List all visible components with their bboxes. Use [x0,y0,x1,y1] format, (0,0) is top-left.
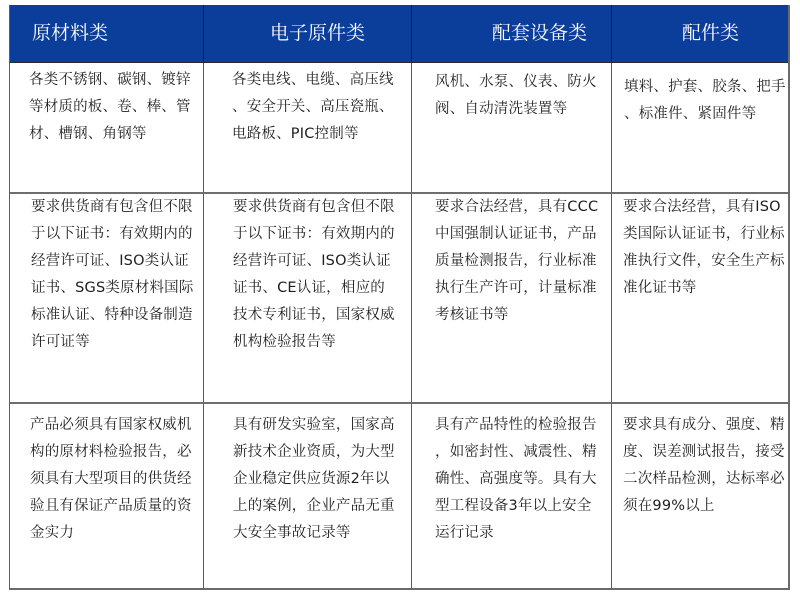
cell-raw-materials-certification: 要求供货商有包含但不限 于以下证书：有效期内的 经营许可证、ISO类认证 证书、SGS类原材料国际 标准认证、特种设备制造 许可证等 [31,199,194,350]
header-divider [611,5,612,63]
cell-accessories-quality: 要求具有成分、强度、精 度、误差测试报告，接受 二次样品检测，达标率必 须在99%以上 [623,417,785,514]
header-accessories: 配件类 [682,22,740,44]
header-divider [203,5,204,63]
cell-electronic-certification: 要求供货商有包含但不限 于以下证书：有效期内的 经营许可证、ISO类认证 证书、CE认证，相应的 技术专利证书，国家权威 机构检验报告等 [233,199,395,350]
table-header [10,5,788,63]
header-electronic-components: 电子原件类 [270,22,366,44]
cell-accessories-scope: 填料、护套、胶条、把手 、标准件、紧固件等 [624,79,786,122]
cell-accessories-certification: 要求合法经营，具有ISO 类国际认证证书，行业标 准执行文件，安全生产标 准化证书等 [623,199,785,296]
header-supporting-equipment: 配套设备类 [492,22,588,44]
cell-equipment-scope: 风机、水泵、仪表、防火 阀、自动清洗装置等 [435,74,597,117]
header-divider [411,5,412,63]
cell-raw-materials-scope: 各类不锈钢、碳钢、镀锌 等材质的板、卷、棒、管 材、槽钢、角钢等 [29,72,191,142]
supplier-requirements-table [9,5,790,590]
table-row-certification-requirements [10,194,788,402]
table-row-product-scope [10,63,788,193]
cell-equipment-quality: 具有产品特性的检验报告 ，如密封性、减震性、精 确性、高强度等。具有大 型工程设备3年以上安全 运行记录 [435,417,597,541]
table-row-quality-requirements [10,404,788,588]
cell-electronic-scope: 各类电线、电缆、高压线 、安全开关、高压瓷瓶、 电路板、PIC控制等 [232,72,394,142]
header-raw-materials: 原材料类 [32,22,109,44]
cell-electronic-quality: 具有研发实验室，国家高 新技术企业资质，为大型 企业稳定供应货源2年以 上的案例，企业产品无重 大安全事故记录等 [233,417,395,541]
cell-equipment-certification: 要求合法经营，具有CCC 中国强制认证证书，产品 质量检测报告，行业标准 执行生产许可，计量标准 考核证书等 [435,199,599,323]
cell-raw-materials-quality: 产品必须具有国家权威机 构的原材料检验报告，必 须具有大型项目的供货经 验且有保证产品质量的资 金实力 [30,417,192,541]
